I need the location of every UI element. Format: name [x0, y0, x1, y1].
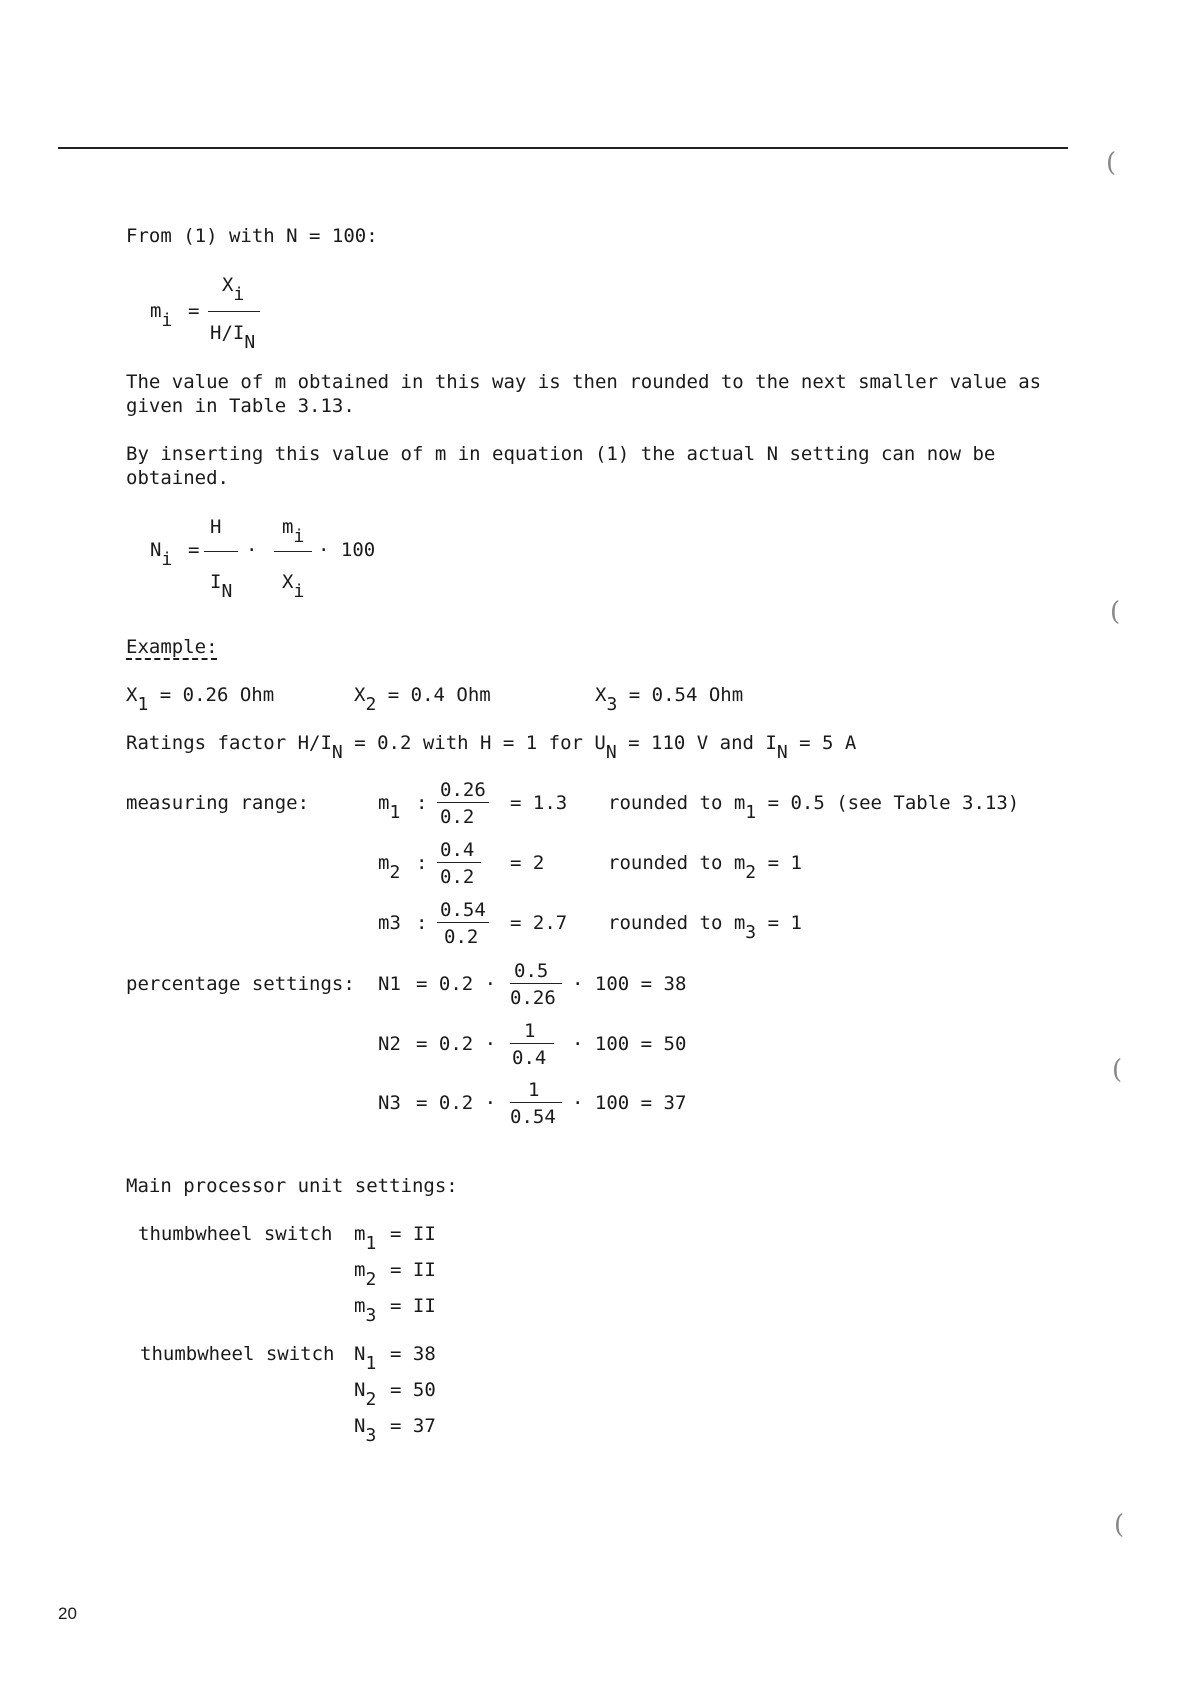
example-heading: Example: — [126, 636, 218, 658]
fraction-bar — [437, 802, 489, 803]
main-processor-heading: Main processor unit settings: — [126, 1175, 458, 1197]
fraction-bar — [274, 551, 312, 552]
ratings-line: Ratings factor H/IN = 0.2 with H = 1 for UN = 110 V and IN = 5 A — [126, 732, 857, 763]
margin-mark: ( — [1110, 597, 1121, 627]
page-number: 20 — [58, 1604, 77, 1623]
fraction-bar — [510, 1102, 562, 1103]
margin-mark: ( — [1106, 148, 1117, 178]
fraction-bar — [437, 922, 489, 923]
fraction-bar — [437, 862, 481, 863]
thumbwheel-label: thumbwheel switch — [138, 1223, 333, 1245]
fraction-bar — [510, 1043, 554, 1044]
intro-line: From (1) with N = 100: — [126, 225, 378, 247]
paragraph: The value of m obtained in this way is then rounded to the next smaller value as given in Table 3.13. — [126, 371, 1042, 417]
percentage-settings-label: percentage settings: — [126, 973, 355, 995]
header-rule — [58, 147, 1068, 149]
paragraph: By inserting this value of m in equation (1) the actual N setting can now be obtained. — [126, 443, 996, 489]
fraction-bar — [204, 551, 238, 552]
fraction-bar — [208, 311, 260, 312]
measuring-range-label: measuring range: — [126, 792, 310, 814]
margin-mark: ( — [1114, 1510, 1125, 1540]
fraction-bar — [510, 983, 562, 984]
margin-mark: ( — [1112, 1055, 1123, 1085]
thumbwheel-label: thumbwheel switch — [140, 1343, 335, 1365]
